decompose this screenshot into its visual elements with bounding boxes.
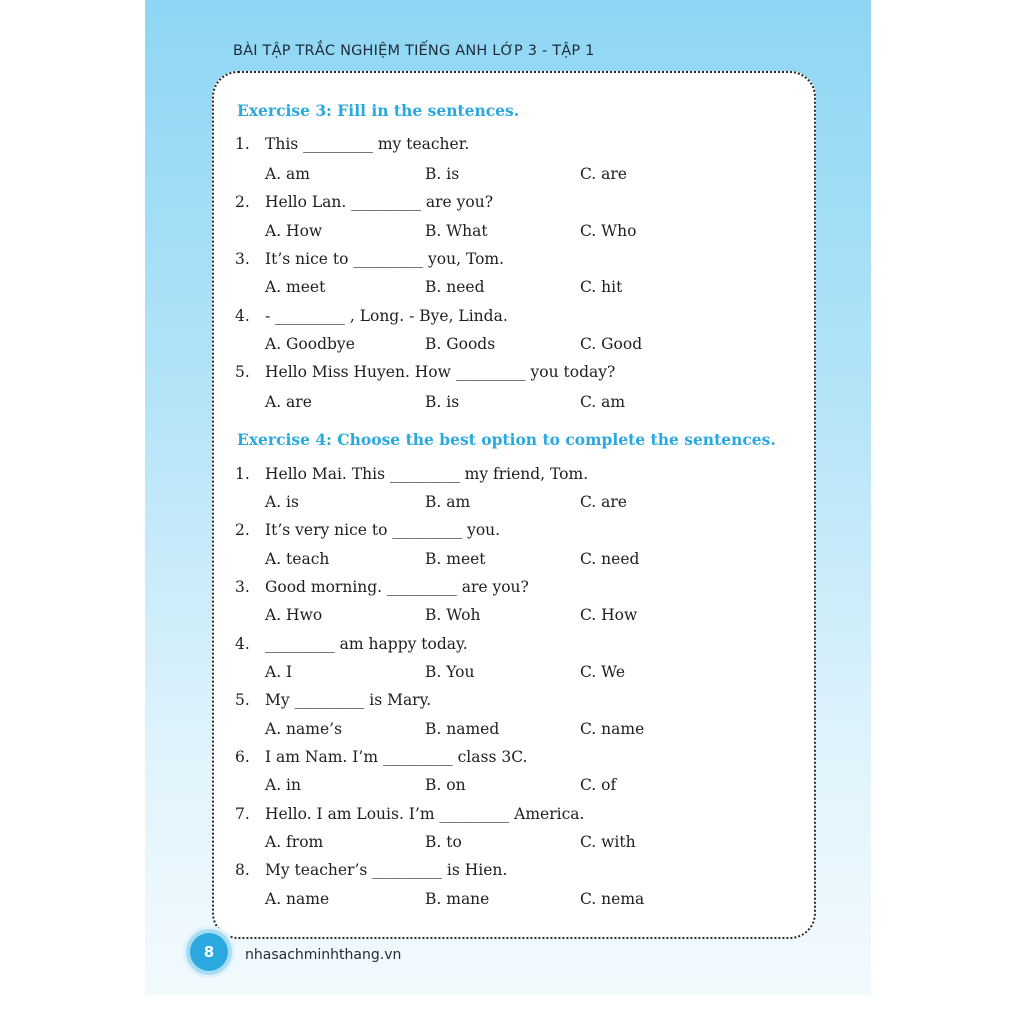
- question-number: 2.: [235, 521, 250, 539]
- question-text: _________ am happy today.: [265, 635, 468, 653]
- question-text: Hello. I am Louis. I’m _________ America.: [265, 805, 585, 823]
- book-page: [145, 0, 871, 995]
- question-text: Hello Mai. This _________ my friend, Tom.: [265, 465, 589, 483]
- option-b: B. need: [425, 278, 485, 296]
- option-c: C. with: [580, 833, 636, 851]
- option-b: B. Woh: [425, 606, 481, 624]
- page-number-badge: 8: [190, 933, 228, 971]
- option-c: C. name: [580, 720, 645, 738]
- option-c: C. hit: [580, 278, 623, 296]
- question-number: 4.: [235, 307, 250, 325]
- option-b: B. mane: [425, 890, 490, 908]
- option-c: C. Who: [580, 222, 637, 240]
- question-number: 5.: [235, 363, 250, 381]
- option-b: B. on: [425, 776, 466, 794]
- option-a: A. name’s: [265, 720, 343, 738]
- option-b: B. to: [425, 833, 462, 851]
- option-b: B. You: [425, 663, 475, 681]
- exercise-card: [212, 71, 816, 939]
- question-number: 5.: [235, 691, 250, 709]
- question-number: 6.: [235, 748, 250, 766]
- option-c: C. am: [580, 393, 626, 411]
- option-b: B. is: [425, 393, 460, 411]
- option-c: C. Good: [580, 335, 643, 353]
- option-c: C. are: [580, 165, 627, 183]
- question-text: Hello Lan. _________ are you?: [265, 193, 494, 211]
- option-b: B. am: [425, 493, 471, 511]
- option-b: B. Goods: [425, 335, 496, 353]
- option-c: C. are: [580, 493, 627, 511]
- question-number: 1.: [235, 465, 250, 483]
- question-text: - _________ , Long. - Bye, Linda.: [265, 307, 508, 325]
- option-a: A. How: [265, 222, 323, 240]
- exercise-4-title: Exercise 4: Choose the best option to complete the sentences.: [237, 430, 776, 449]
- option-b: B. is: [425, 165, 460, 183]
- question-number: 1.: [235, 135, 250, 153]
- question-number: 2.: [235, 193, 250, 211]
- option-c: C. need: [580, 550, 640, 568]
- option-a: A. teach: [265, 550, 330, 568]
- option-c: C. of: [580, 776, 617, 794]
- publisher-website: nhasachminhthang.vn: [245, 947, 402, 963]
- question-number: 3.: [235, 250, 250, 268]
- option-a: A. am: [265, 165, 310, 183]
- question-text: I am Nam. I’m _________ class 3C.: [265, 748, 528, 766]
- question-text: Hello Miss Huyen. How _________ you today?: [265, 363, 616, 381]
- question-number: 3.: [235, 578, 250, 596]
- book-title-header: BÀI TẬP TRẮC NGHIỆM TIẾNG ANH LỚP 3 - TẬP 1: [233, 43, 595, 59]
- question-text: My teacher’s _________ is Hien.: [265, 861, 508, 879]
- option-a: A. in: [265, 776, 301, 794]
- question-text: My _________ is Mary.: [265, 691, 432, 709]
- option-a: A. I: [265, 663, 293, 681]
- option-a: A. from: [265, 833, 324, 851]
- option-a: A. name: [265, 890, 330, 908]
- option-a: A. meet: [265, 278, 326, 296]
- option-c: C. How: [580, 606, 638, 624]
- question-text: This _________ my teacher.: [265, 135, 470, 153]
- question-text: Good morning. _________ are you?: [265, 578, 529, 596]
- question-number: 7.: [235, 805, 250, 823]
- option-c: C. We: [580, 663, 626, 681]
- question-text: It’s nice to _________ you, Tom.: [265, 250, 505, 268]
- option-b: B. named: [425, 720, 500, 738]
- question-number: 8.: [235, 861, 250, 879]
- option-a: A. are: [265, 393, 312, 411]
- question-number: 4.: [235, 635, 250, 653]
- exercise-3-title: Exercise 3: Fill in the sentences.: [237, 101, 520, 120]
- option-a: A. is: [265, 493, 299, 511]
- question-text: It’s very nice to _________ you.: [265, 521, 501, 539]
- option-b: B. What: [425, 222, 488, 240]
- option-a: A. Goodbye: [265, 335, 355, 353]
- option-c: C. nema: [580, 890, 645, 908]
- option-b: B. meet: [425, 550, 486, 568]
- option-a: A. Hwo: [265, 606, 323, 624]
